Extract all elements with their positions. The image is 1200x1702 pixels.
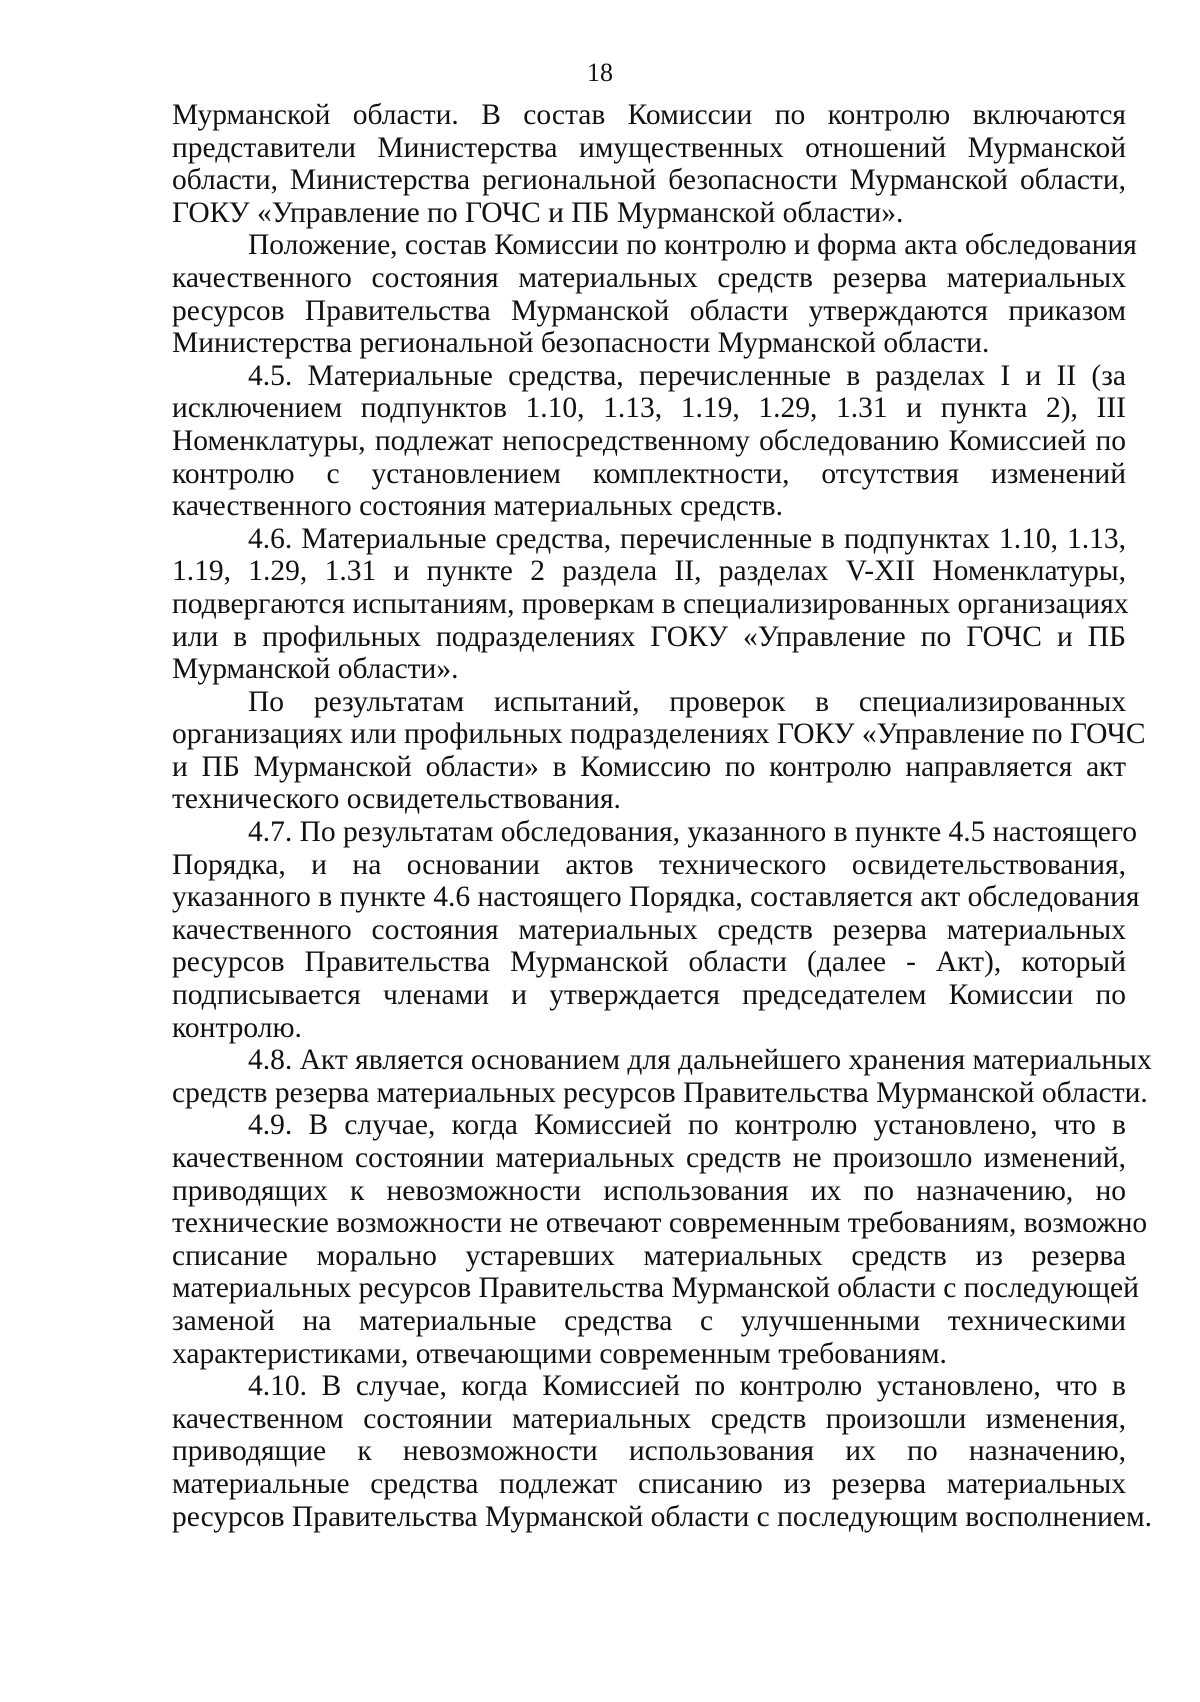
text-line: 4.5. Материальные средства, перечисленные в разделах I и II (за (248, 359, 1126, 392)
text-line: ресурсов Правительства Мурманской области с последующим восполнением. (172, 1500, 1153, 1533)
text-line: технические возможности не отвечают современным требованиям, возможно (172, 1207, 1148, 1240)
text-line: 4.6. Материальные средства, перечисленные в подпунктах 1.10, 1.13, (248, 522, 1126, 555)
paragraph-4-8 (172, 1044, 1152, 1109)
text-line: характеристиками, отвечающими современным требованиям. (172, 1337, 947, 1370)
text-line: контролю. (172, 1011, 302, 1044)
text-line: организациях или профильных подразделениях ГОКУ «Управление по ГОЧС (172, 718, 1146, 751)
text-line: ГОКУ «Управление по ГОЧС и ПБ Мурманской области». (172, 196, 904, 229)
text-line: По результатам испытаний, проверок в специализированных (248, 685, 1126, 718)
text-line: подвергаются испытаниям, проверкам в специализированных организациях (172, 587, 1129, 620)
text-line: 4.9. В случае, когда Комиссией по контролю установлено, что в (248, 1109, 1126, 1142)
text-line: материальные средства подлежат списанию из резерва материальных (172, 1467, 1126, 1500)
text-line: приводящих к невозможности использования их по назначению, но (172, 1174, 1126, 1207)
text-line: технического освидетельствования. (172, 783, 621, 816)
text-line: Министерства региональной безопасности Мурманской области. (172, 327, 990, 360)
text-line: качественного состояния материальных средств. (172, 490, 783, 523)
text-line: Номенклатуры, подлежат непосредственному обследованию Комиссией по (172, 424, 1126, 457)
text-line: качественном состоянии материальных средств произошли изменения, (172, 1402, 1126, 1435)
text-line: Мурманской области». (172, 653, 459, 686)
text-line: 1.19, 1.29, 1.31 и пункте 2 раздела II, разделах V-XII Номенклатуры, (172, 555, 1126, 588)
text-line: и ПБ Мурманской области» в Комиссию по контролю направляется акт (172, 750, 1126, 783)
paragraph-test-results (172, 685, 1146, 816)
paragraph-regulation (172, 229, 1137, 360)
text-line: качественного состояния материальных средств резерва материальных (172, 913, 1126, 946)
text-line: Мурманской области. В состав Комиссии по контролю включаются (172, 99, 1126, 131)
text-line: ресурсов Правительства Мурманской области (далее - Акт), который (172, 946, 1126, 979)
text-line: качественном состоянии материальных средств не произошло изменений, (172, 1142, 1126, 1174)
document-body (172, 99, 1153, 1533)
text-line: области, Министерства региональной безопасности Мурманской области, (172, 164, 1126, 197)
text-line: заменой на материальные средства с улучшенными техническими (172, 1304, 1126, 1337)
text-line: качественного состояния материальных средств резерва материальных (172, 261, 1126, 294)
text-line: 4.7. По результатам обследования, указанного в пункте 4.5 настоящего (248, 816, 1137, 849)
text-line: материальных ресурсов Правительства Мурманской области с последующей (172, 1272, 1139, 1305)
text-line: исключением подпунктов 1.10, 1.13, 1.19, 1.29, 1.31 и пункта 2), III (172, 392, 1126, 425)
text-line: 4.10. В случае, когда Комиссией по контролю установлено, что в (248, 1370, 1126, 1403)
text-line: указанного в пункте 4.6 настоящего Порядка, составляется акт обследования (172, 881, 1140, 914)
text-line: представители Министерства имущественных отношений Мурманской (172, 131, 1126, 164)
text-line: приводящие к невозможности использования их по назначению, (172, 1435, 1126, 1468)
page-number: 18 (587, 58, 613, 87)
text-line: списание морально устаревших материальных средств из резерва (172, 1239, 1126, 1272)
paragraph-4-7 (172, 816, 1140, 1044)
paragraph-4-6 (172, 522, 1129, 686)
paragraph-4-9 (172, 1109, 1148, 1370)
text-line: Положение, состав Комиссии по контролю и форма акта обследования (248, 229, 1137, 262)
text-line: подписывается членами и утверждается председателем Комиссии по (172, 979, 1126, 1012)
paragraph-4-5 (172, 360, 1126, 523)
text-line: средств резерва материальных ресурсов Правительства Мурманской области. (172, 1076, 1148, 1109)
text-line: 4.8. Акт является основанием для дальнейшего хранения материальных (248, 1044, 1152, 1077)
text-line: ресурсов Правительства Мурманской области утверждаются приказом (172, 294, 1126, 327)
text-line: или в профильных подразделениях ГОКУ «Управление по ГОЧС и ПБ (172, 620, 1126, 653)
paragraph-4-10 (172, 1370, 1153, 1533)
text-line: контролю с установлением комплектности, отсутствия изменений (172, 457, 1126, 490)
text-line: Порядка, и на основании актов технического освидетельствования, (172, 848, 1126, 881)
paragraph-continuation (172, 99, 1126, 229)
